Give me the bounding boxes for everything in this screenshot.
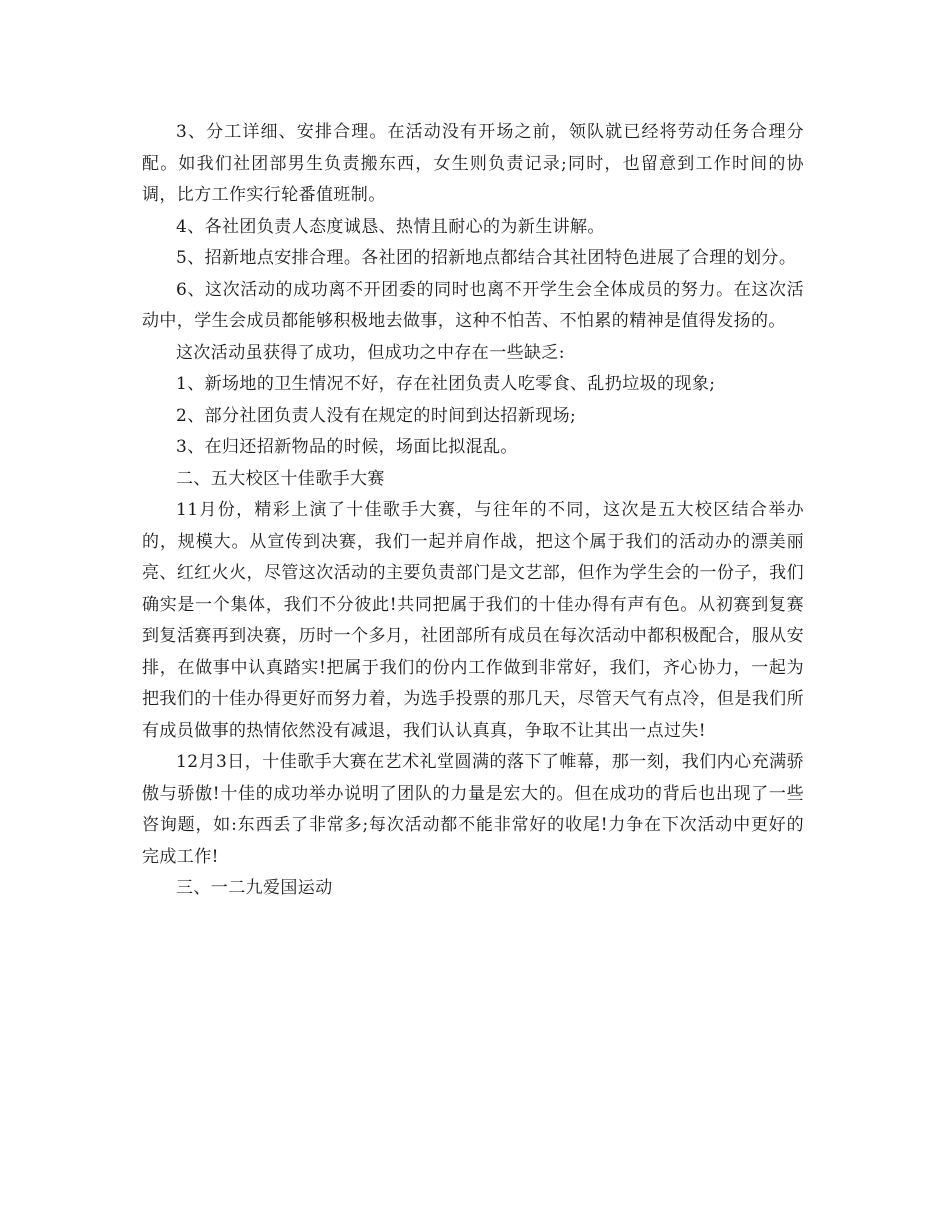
paragraph-point-6: 6、这次活动的成功离不开团委的同时也离不开学生会全体成员的努力。在这次活动中，学生会成员都能够积极地去做事，这种不怕苦、不怕累的精神是值得发扬的。 bbox=[142, 279, 804, 331]
paragraph-shortcoming-3: 3、在归还招新物品的时候，场面比拟混乱。 bbox=[176, 437, 518, 457]
paragraph-shortcoming-2: 2、部分社团负责人没有在规定的时间到达招新现场; bbox=[176, 405, 577, 426]
paragraph-point-5: 5、招新地点安排合理。各社团的招新地点都结合其社团特色进展了合理的划分。 bbox=[176, 248, 797, 268]
section-heading-singer-contest: 二、五大校区十佳歌手大赛 bbox=[176, 468, 385, 489]
document-body bbox=[142, 117, 804, 905]
paragraph-november: 11月份，精彩上演了十佳歌手大赛，与往年的不同，这次是五大校区结合举办的，规模大。从宣传到决赛，我们一起并肩作战，把这个属于我们的活动办的漂美丽亮、红红火火，尽管这次活动的主要负责部门是文艺部，但作为学生会的一份子，我们确实是一个集体，我们不分彼此!共同把属于我们的十佳办得有声有色。从初赛到复赛到复活赛再到决赛，历时一个多月，社团部所有成员在每次活动中都积极配合，服从安排，在做事中认真踏实!把属于我们的份内工作做到非常好，我们，齐心协力，一起为把我们的十佳办得更好而努力着，为选手投票的那几天，尽管天气有点冷，但是我们所有成员做事的热情依然没有减退，我们认认真真，争取不让其出一点过失! bbox=[142, 500, 804, 741]
paragraph-shortcomings-intro: 这次活动虽获得了成功，但成功之中存在一些缺乏: bbox=[176, 342, 565, 363]
paragraph-december: 12月3日，十佳歌手大赛在艺术礼堂圆满的落下了帷幕，那一刻，我们内心充满骄傲与骄傲!十佳的成功举办说明了团队的力量是宏大的。但在成功的背后也出现了一些咨询题，如:东西丢了非常多;每次活动都不能非常好的收尾!力争在下次活动中更好的完成工作! bbox=[142, 752, 804, 867]
paragraph-point-4: 4、各社团负责人态度诚恳、热情且耐心的为新生讲解。 bbox=[176, 216, 605, 237]
section-heading-129-movement: 三、一二九爱国运动 bbox=[176, 878, 333, 898]
paragraph-shortcoming-1: 1、新场地的卫生情况不好，存在社团负责人吃零食、乱扔垃圾的现象; bbox=[176, 374, 716, 394]
paragraph-point-3: 3、分工详细、安排合理。在活动没有开场之前，领队就已经将劳动任务合理分配。如我们社团部男生负责搬东西，女生则负责记录;同时，也留意到工作时间的协调，比方工作实行轮番值班制。 bbox=[142, 122, 804, 205]
